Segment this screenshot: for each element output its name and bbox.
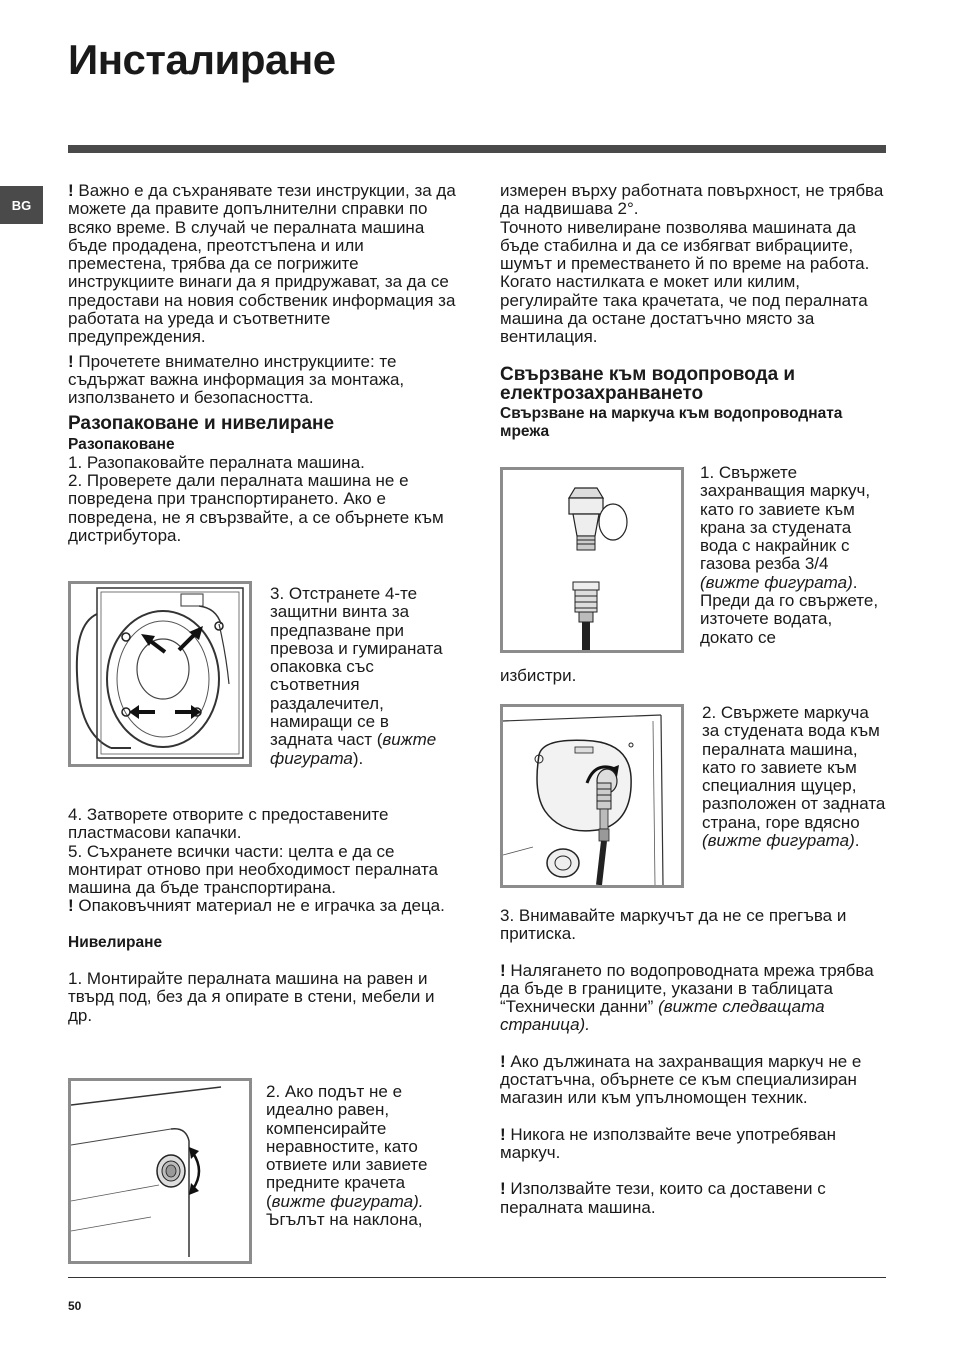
level-explanation: Точното нивелиране позволява машината да бъде стабилна и да се избягват вибрациите, шумът и преместването й по време на работа. Когато настилката е мокет или килим, регулирайте така крачетата, че под пералната машина да остане достатъчно място за вентилация.	[500, 217, 870, 347]
warning-mark: !	[68, 896, 74, 916]
hose-length-warning: ! Ако дължината на захранващия маркуч не е достатъчна, обърнете се към специализиран магазин или към упълномощен техник.	[500, 1051, 862, 1108]
hose-step-3: 3. Внимавайте маркучът да не се прегъва и притиска.	[500, 906, 847, 944]
pressure-warning: ! Налягането по водопроводната мрежа трябва да бъде в границите, указани в таблицата “Технически данни” (вижте следващата страница).	[500, 960, 874, 1035]
heading-hose: Свързване на маркуча към водопроводната мрежа	[500, 404, 843, 440]
figure-machine-back	[68, 581, 252, 767]
right-column-lower	[500, 907, 886, 1217]
warning-mark: !	[68, 351, 74, 371]
left-column-lower	[68, 806, 460, 1025]
level-continued: измерен върху работната повърхност, не трябва да надвишава 2°.	[500, 181, 884, 219]
unpack-step-2: 2. Проверете дали пералната машина не е повредена при транспортирането. Ако е повредена, не я свързвайте, а се обърнете към дистрибутора.	[68, 471, 444, 546]
warning-mark: !	[500, 1051, 506, 1071]
footer-rule	[68, 1277, 886, 1278]
page-title: Инсталиране	[68, 36, 336, 83]
unpack-step-4: 4. Затворете отворите с предоставените пластмасови капачки.	[68, 805, 389, 843]
warning-mark: !	[500, 1179, 506, 1199]
unpack-step-1: 1. Разопаковайте пералната машина.	[68, 452, 365, 472]
read-instructions-paragraph: ! Прочетете внимателно инструкциите: те съдържат важна информация за монтажа, използването и безопасността.	[68, 351, 405, 408]
warning-mark: !	[500, 960, 506, 980]
unpack-step-5: 5. Съхранете всички части: целта е да се монтират отново при необходимост пералната машина да бъде транспортирана.	[68, 841, 438, 898]
level-step-1: 1. Монтирайте пералната машина на равен и твърд под, без да я опирате в стени, мебели и др.	[68, 969, 435, 1025]
machine-back-illustration	[71, 584, 249, 764]
title-rule	[68, 145, 886, 153]
left-column	[68, 182, 460, 545]
page-number: 50	[68, 1299, 82, 1313]
right-column	[500, 182, 886, 441]
tap-hose-illustration	[503, 470, 681, 650]
language-tab: BG	[0, 186, 43, 224]
foot-adjust-illustration	[71, 1081, 249, 1261]
hose-step-2: 2. Свържете маркуча за студената вода към пералната машина, като го завиете към специалния щуцер, разположен от задната страна, горе вдясно (вижте фигурата).	[702, 703, 886, 851]
packaging-warning: ! Опаковъчният материал не е играчка за деца.	[68, 896, 445, 916]
heading-unpack: Разопаковане	[68, 435, 175, 453]
level-step-2: 2. Ако подът не е идеално равен, компенсирайте неравностите, като отвиете или завиете предните крачета (вижте фигурата). Ъгълът на наклона,	[266, 1082, 428, 1230]
used-hose-warning: ! Никога не използвайте вече употребяван маркуч.	[500, 1124, 836, 1162]
unpack-step-3: 3. Отстранете 4-те защитни винта за предпазване при превоза и гумираната опаковка със съответния раздалечител, намиращи се в задната част (вижте фигурата).	[270, 584, 443, 768]
hose-step-1: 1. Свържете захранващия маркуч, като го завиете към крана за студената вода с накрайник с газова резба 3/4 (вижте фигурата). Преди да го свържете, източете водата, докато се	[700, 463, 879, 647]
warning-mark: !	[68, 181, 74, 200]
supplied-hose-warning: ! Използвайте тези, които са доставени с пералната машина.	[500, 1179, 826, 1217]
heading-connect: Свързване към водопровода и електрозахранването	[500, 363, 796, 404]
warning-mark: !	[500, 1124, 506, 1144]
figure-hose-machine	[500, 704, 684, 888]
hose-machine-illustration	[503, 707, 681, 885]
heading-unpack-level: Разопаковане и нивелиране	[68, 412, 335, 434]
figure-foot-adjust	[68, 1078, 252, 1264]
intro-paragraph: ! Важно е да съхранявате тези инструкции, за да можете да правите допълнителни справки по всяко време. В случай че пералната машина бъде продадена, преотстъпена и или преместена, трябва да се погрижите инструкциите винаги да я придружават, за да се предостави на новия собственик информация за работата на уреда и съответните предупреждения.	[68, 181, 456, 347]
heading-level: Нивелиране	[68, 933, 163, 951]
hose-step-1-tail: избистри.	[500, 666, 577, 685]
figure-tap-hose	[500, 467, 684, 653]
